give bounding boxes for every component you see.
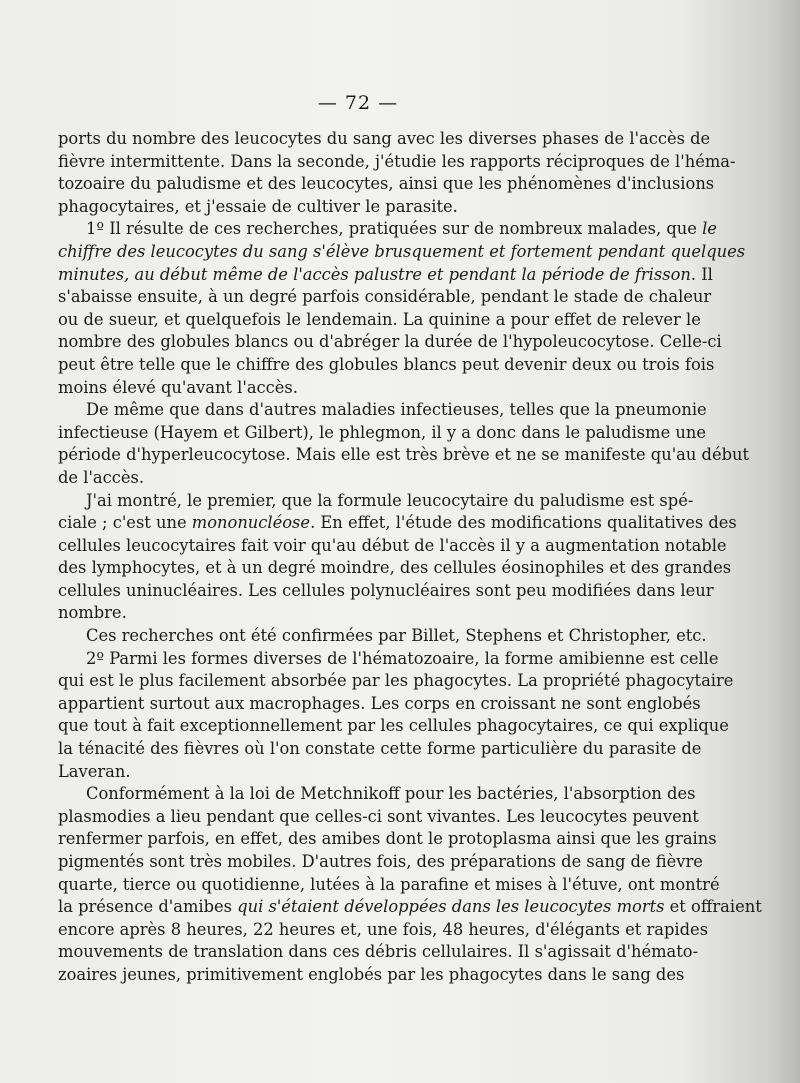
text-line [58,738,702,761]
text-run: Ces recherches ont été confirmées par Billet, Stephens et Christopher, etc. [86,626,707,646]
text-line [58,693,701,716]
text-run: tozoaire du paludisme et des leucocytes, ainsi que les phénomènes d'inclusions [58,174,715,194]
text-run: 2º Parmi les formes diverses de l'hématozoaire, la forme amibienne est celle [86,648,719,668]
text-run: la présence d'amibes [58,897,238,917]
text-run: 1º Il résulte de ces recherches, pratiquées sur de nombreux malades, que [86,219,703,239]
text-line [58,512,737,535]
text-run: nombre. [58,603,127,623]
text-run: période d'hyperleucocytose. Mais elle est très brève et ne se manifeste qu'au début [58,445,750,465]
text-run: fièvre intermittente. Dans la seconde, j'étudie les rapports réciproques de l'héma- [58,151,736,171]
text-run: quarte, tierce ou quotidienne, lutées à la parafine et mises à l'étuve, ont montré [58,874,720,894]
text-run: De même que dans d'autres maladies infectieuses, telles que la pneumonie [86,400,707,420]
text-line [58,874,720,897]
text-run: infectieuse (Hayem et Gilbert), le phlegmon, il y a donc dans le paludisme une [58,422,707,442]
text-line [58,422,707,445]
paragraph-p5 [58,625,707,648]
text-run: cellules uninucléaires. Les cellules polynucléaires sont peu modifiées dans leur [58,580,714,600]
text-run: phagocytaires, et j'essaie de cultiver le parasite. [58,196,458,216]
paragraph-p4 [58,490,737,626]
text-line [58,625,707,648]
text-run: et offraient [664,897,762,917]
text-run: zoaires jeunes, primitivement englobés par les phagocytes dans le sang des [58,964,685,984]
text-run: plasmodies a lieu pendant que celles-ci sont vivantes. Les leucocytes peuvent [58,806,699,826]
text-run: mouvements de translation dans ces débris cellulaires. Il s'agissait d'hémato- [58,942,699,962]
text-line [58,196,684,219]
paragraph-p6 [58,648,734,784]
text-run: . Il [690,264,713,284]
paragraph-p1 [58,128,736,218]
text-run: . En effet, l'étude des modifications qualitatives des [310,513,737,533]
text-line [58,715,729,738]
text-run: ou de sueur, et quelquefois le lendemain. La quinine a pour effet de relever le [58,309,701,329]
text-line [58,580,714,603]
text-line [58,377,684,400]
text-line [58,851,703,874]
paragraph-p3 [58,399,750,489]
text-line [58,218,717,241]
text-line [58,964,684,987]
text-line [58,309,701,332]
text-run: ports du nombre des leucocytes du sang avec les diverses phases de l'accès de [58,129,711,148]
text-run: la ténacité des fièvres où l'on constate cette forme particulière du parasite de [58,739,702,759]
text-run: des lymphocytes, et à un degré moindre, des cellules éosinophiles et des grandes [58,558,732,578]
text-line [58,896,762,919]
text-run: ciale ; c'est une [58,513,192,533]
text-run: qui est le plus facilement absorbée par les phagocytes. La propriété phagocytaire [58,671,734,691]
paragraph-p2 [58,218,746,399]
text-run: J'ai montré, le premier, que la formule leucocytaire du paludisme est spé- [86,490,694,510]
text-line [58,828,717,851]
text-line [58,467,684,490]
text-line [58,264,713,287]
text-line [58,173,715,196]
text-line [58,286,712,309]
text-line [58,602,684,625]
text-line [58,490,694,513]
text-run: s'abaisse ensuite, à un degré parfois considérable, pendant le stade de chaleur [58,287,712,307]
text-line [58,941,699,964]
text-line [58,557,732,580]
text-line [58,783,696,806]
text-run: moins élevé qu'avant l'accès. [58,377,298,397]
text-line [58,670,734,693]
page-number: — 72 — [317,92,399,114]
text-run: que tout à fait exceptionnellement par les cellules phagocytaires, ce qui explique [58,716,729,736]
text-line [58,151,736,174]
text-line [58,331,722,354]
text-run: de l'accès. [58,467,145,487]
text-line [58,761,684,784]
text-run: renfermer parfois, en effet, des amibes dont le protoplasma ainsi que les grains [58,829,717,849]
text-run: peut être telle que le chiffre des globules blancs peut devenir deux ou trois fois [58,354,715,374]
text-line [58,919,709,942]
text-run: Laveran. [58,761,131,781]
paragraph-p7 [58,783,762,986]
text-line [58,648,719,671]
italic-text: mononucléose [191,513,311,533]
text-run: appartient surtout aux macrophages. Les corps en croissant ne sont englobés [58,693,701,713]
text-line [58,535,727,558]
italic-text: minutes, au début même de l'accès palustre et pendant la période de frisson [58,264,691,284]
text-run: Conformément à la loi de Metchnikoff pour les bactéries, l'absorption des [86,784,696,804]
italic-text: le [702,219,717,239]
body-text [58,128,762,987]
text-line [58,399,707,422]
text-run: nombre des globules blancs ou d'abréger la durée de l'hypoleucocytose. Celle-ci [58,332,722,352]
text-line [58,241,746,264]
text-run: pigmentés sont très mobiles. D'autres fois, des préparations de sang de fièvre [58,852,703,871]
text-line [58,444,750,467]
text-line [58,128,711,151]
text-line [58,354,715,377]
text-run: encore après 8 heures, 22 heures et, une fois, 48 heures, d'élégants et rapides [58,919,709,939]
text-run: cellules leucocytaires fait voir qu'au début de l'accès il y a augmentation notable [58,535,727,555]
italic-text: chiffre des leucocytes du sang s'élève brusquement et fortement pendant quelques [58,241,746,261]
italic-text: qui s'étaient développées dans les leucocytes morts [237,897,665,917]
text-line [58,806,699,829]
